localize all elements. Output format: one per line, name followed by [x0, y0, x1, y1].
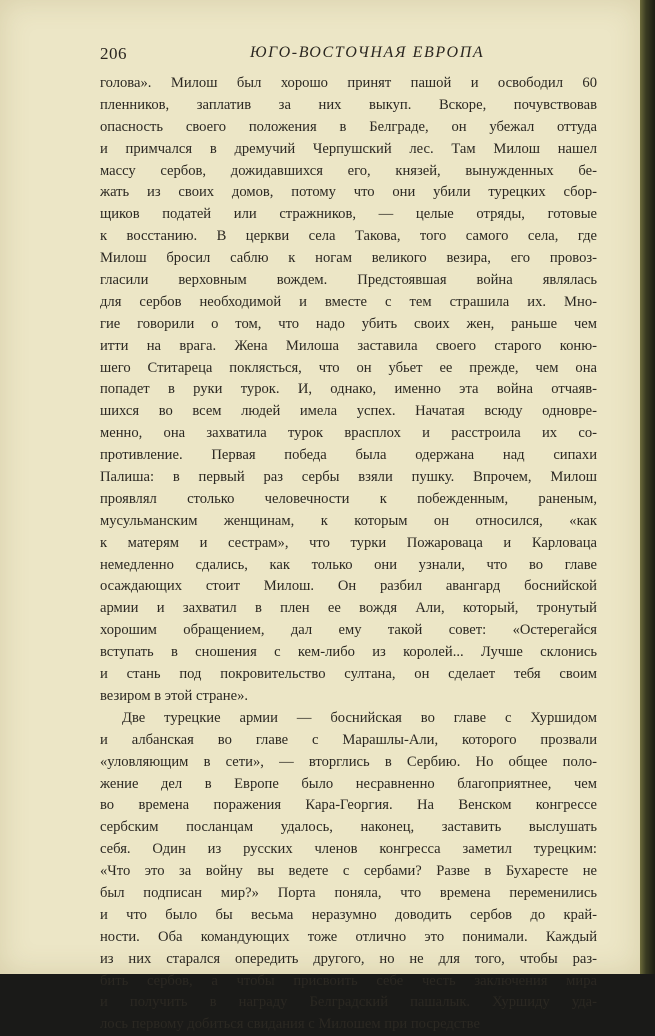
text-line: массу сербов, дожидавшихся его, князей, вынужденных бе-: [100, 162, 597, 179]
text-line: хорошим обращением, дал ему такой совет: «Остерегайся: [100, 622, 597, 639]
text-line: немедленно сдались, как только они узнали, что во главе: [100, 556, 597, 573]
text-line: везиром в этой стране».: [100, 687, 249, 704]
text-line: и что было бы весьма неразумно доводить сербов до край-: [100, 906, 597, 923]
text-line: шего Ститареца поклясться, что он убьет ее прежде, чем она: [100, 359, 597, 376]
text-line: и албанская во главе с Марашлы-Али, которого прозвали: [100, 731, 597, 748]
text-line: и стань под покровительство султана, он сделает тебя своим: [100, 666, 597, 683]
text-line: вступать в сношения с кем-либо из королей... Лучше склонись: [100, 644, 597, 661]
text-line: жение дел в Европе было несравненно благоприятнее, чем: [100, 775, 597, 792]
text-line: из них старался опередить другого, но не для того, чтобы раз-: [100, 950, 597, 967]
page-edge: [640, 0, 655, 974]
text-line: и примчался в дремучий Черпушский лес. Там Милош нашел: [100, 140, 597, 157]
text-line: менно, она захватила турок врасплох и расстроила их со-: [100, 425, 597, 442]
text-line: мусульманским женщинам, к которым он относился, «как: [100, 512, 597, 529]
text-line: жать из своих домов, потому что они убили турецких сбор-: [100, 184, 597, 201]
text-line: к матерям и сестрам», что турки Пожароваца и Карловаца: [100, 534, 597, 551]
text-line: опасность своего положения в Белграде, он убежал оттуда: [100, 118, 597, 135]
text-line: пленников, заплатив за них выкуп. Вскоре, почувствовав: [100, 96, 597, 113]
text-line: был подписан мир?» Порта поняла, что времена переменились: [100, 884, 597, 901]
paragraph: [100, 708, 597, 1036]
text-line: армии и захватил в плен ее вождя Али, который, тронутый: [100, 600, 597, 617]
body-text: [100, 73, 597, 1036]
text-line: для сербов необходимой и вместе с тем страшила их. Мно-: [100, 293, 597, 310]
text-line: во времена поражения Кара-Георгия. На Венском конгрессе: [100, 797, 597, 814]
running-head: ЮГО-ВОСТОЧНАЯ ЕВРОПА: [250, 44, 485, 61]
text-line: проявлял столько человечности к побежденным, раненым,: [100, 490, 597, 507]
text-line: себя. Один из русских членов конгресса заметил турецким:: [100, 841, 597, 858]
text-line: щиков податей или стражников, — целые отряды, готовые: [100, 206, 597, 223]
text-line: лось первому добиться свидания с Милошем при посредстве: [100, 1016, 480, 1033]
text-line: «Что это за войну вы ведете с сербами? Разве в Бухаресте не: [100, 863, 597, 880]
text-line: сербским посланцам удалось, наконец, заставить выслушать: [100, 819, 597, 836]
page-header: [100, 44, 600, 68]
text-line: гие говорили о том, что надо убить своих жен, раньше чем: [100, 315, 597, 332]
paragraph: [100, 73, 597, 708]
text-line: шихся во всем людей имела успех. Начатая всюду одновре-: [100, 403, 597, 420]
text-line: Палиша: в первый раз сербы взяли пушку. Впрочем, Милош: [100, 469, 597, 486]
text-line: итти на врага. Жена Милоша заставила своего старого коню-: [100, 337, 597, 354]
text-line: попадет в руки турок. И, однако, именно эта война отчаяв-: [100, 381, 597, 398]
text-line: осаждающих стоит Милош. Он разбил авангард боснийской: [100, 578, 597, 595]
text-line: и получить в награду Белградский пашалык. Хуршиду уда-: [100, 994, 597, 1011]
text-line: «уловляющим в сети», — вторглись в Сербию. Но общее поло-: [100, 753, 597, 770]
text-line: бить сербов, а чтобы присвоить себе честь заключения мира: [100, 972, 597, 989]
text-line: к восстанию. В церкви села Такова, того самого села, где: [100, 228, 597, 245]
page-number: 206: [100, 44, 127, 63]
text-line: Две турецкие армии — боснийская во главе с Хуршидом: [122, 709, 597, 726]
text-line: противление. Первая победа была одержана над сипахи: [100, 447, 597, 464]
text-line: ности. Оба командующих тоже отлично это понимали. Каждый: [100, 928, 597, 945]
text-line: гласили верховным вождем. Предстоявшая война являлась: [100, 272, 597, 289]
text-line: голова». Милош был хорошо принят пашой и освободил 60: [100, 75, 597, 91]
text-line: Милош бросил саблю к ногам великого везира, его провоз-: [100, 250, 597, 267]
